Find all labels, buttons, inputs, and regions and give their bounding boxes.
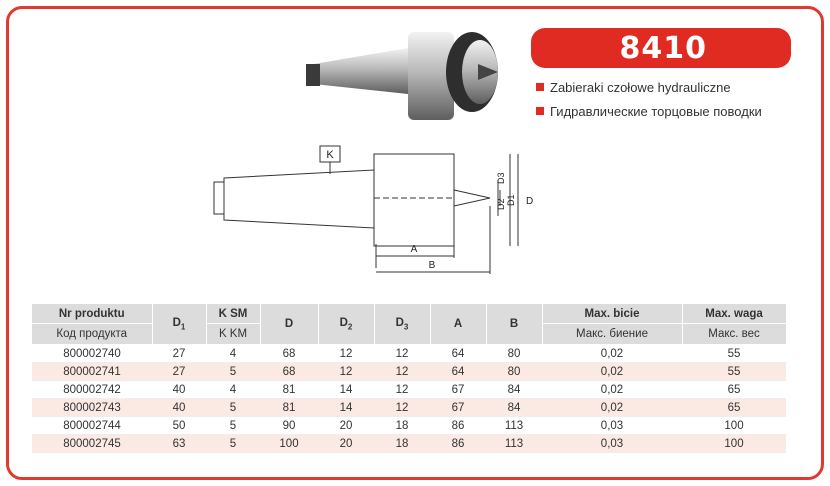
table-cell: 20: [318, 417, 374, 435]
header-waga-ru: Макс. вес: [682, 324, 786, 345]
table-cell: 5: [206, 399, 260, 417]
table-cell: 0,03: [542, 435, 682, 453]
table-cell: 27: [152, 363, 206, 381]
table-cell: 64: [430, 363, 486, 381]
header-b: B: [486, 304, 542, 345]
table-cell: 20: [318, 435, 374, 453]
table-cell: 12: [374, 363, 430, 381]
table-row: [32, 363, 786, 381]
table-cell: 14: [318, 381, 374, 399]
header-bicie-pl: Max. bicie: [542, 304, 682, 324]
table-cell: 0,03: [542, 417, 682, 435]
spec-table: [32, 304, 787, 453]
table-cell: 18: [374, 417, 430, 435]
product-photo: [300, 14, 530, 124]
table-cell: 40: [152, 399, 206, 417]
table-row: [32, 417, 786, 435]
label-B: B: [428, 260, 436, 271]
table-cell: 68: [260, 345, 318, 363]
table-cell: 0,02: [542, 399, 682, 417]
table-cell: 84: [486, 399, 542, 417]
table-cell: 100: [682, 417, 786, 435]
header-bicie-ru: Макс. биение: [542, 324, 682, 345]
table-cell: 800002744: [32, 417, 152, 435]
table-cell: 86: [430, 435, 486, 453]
label-D: D: [526, 196, 534, 207]
table-cell: 80: [486, 345, 542, 363]
bullet-square-icon: [536, 107, 544, 115]
table-cell: 67: [430, 381, 486, 399]
header-ksm-pl: K SM: [206, 304, 260, 324]
table-cell: 800002741: [32, 363, 152, 381]
table-cell: 80: [486, 363, 542, 381]
table-cell: 86: [430, 417, 486, 435]
header-d3: $D_3$: [374, 304, 430, 345]
table-cell: 81: [260, 399, 318, 417]
technical-drawing: [200, 140, 540, 290]
table-cell: 27: [152, 345, 206, 363]
table-row: [32, 345, 786, 363]
table-cell: 12: [374, 345, 430, 363]
table-cell: 113: [486, 417, 542, 435]
table-row: [32, 381, 786, 399]
table-cell: 64: [430, 345, 486, 363]
table-cell: 55: [682, 363, 786, 381]
header-d1: $D_1$: [152, 304, 206, 345]
table-cell: 800002740: [32, 345, 152, 363]
table-cell: 81: [260, 381, 318, 399]
table-cell: 63: [152, 435, 206, 453]
table-cell: 55: [682, 345, 786, 363]
bullet-square-icon: [536, 83, 544, 91]
table-cell: 40: [152, 381, 206, 399]
table-cell: 0,02: [542, 345, 682, 363]
header-d: D: [260, 304, 318, 345]
header-nr-ru: Код продукта: [32, 324, 152, 345]
table-cell: 67: [430, 399, 486, 417]
header-waga-pl: Max. waga: [682, 304, 786, 324]
table-cell: 68: [260, 363, 318, 381]
table-cell: 65: [682, 399, 786, 417]
table-cell: 18: [374, 435, 430, 453]
label-D2: D2: [496, 198, 506, 210]
table-cell: 84: [486, 381, 542, 399]
table-cell: 113: [486, 435, 542, 453]
label-K: K: [326, 149, 334, 161]
table-cell: 65: [682, 381, 786, 399]
table-cell: 12: [318, 363, 374, 381]
header-a: A: [430, 304, 486, 345]
feature-pl: Zabieraki czołowe hydrauliczne: [536, 80, 731, 95]
table-cell: 12: [374, 381, 430, 399]
table-cell: 14: [318, 399, 374, 417]
table-cell: 50: [152, 417, 206, 435]
table-cell: 5: [206, 435, 260, 453]
table-cell: 100: [260, 435, 318, 453]
label-D1: D1: [506, 194, 516, 206]
table-cell: 0,02: [542, 363, 682, 381]
header-ksm-ru: K KM: [206, 324, 260, 345]
table-cell: 90: [260, 417, 318, 435]
product-code-badge: [531, 28, 791, 68]
table-row: [32, 435, 786, 453]
table-cell: 800002745: [32, 435, 152, 453]
table-cell: 0,02: [542, 381, 682, 399]
table-row: [32, 399, 786, 417]
product-code: 8410: [619, 31, 707, 66]
label-A: A: [410, 244, 418, 255]
table-cell: 100: [682, 435, 786, 453]
header-nr-pl: Nr produktu: [32, 304, 152, 324]
table-cell: 12: [374, 399, 430, 417]
table-cell: 5: [206, 363, 260, 381]
table-cell: 4: [206, 345, 260, 363]
table-body: [32, 345, 786, 453]
feature-ru: Гидравлические торцовые поводки: [536, 104, 762, 119]
table-cell: 5: [206, 417, 260, 435]
table-cell: 12: [318, 345, 374, 363]
table-cell: 800002743: [32, 399, 152, 417]
table-cell: 800002742: [32, 381, 152, 399]
label-D3: D3: [496, 172, 506, 184]
table-cell: 4: [206, 381, 260, 399]
header-d2: $D_2$: [318, 304, 374, 345]
